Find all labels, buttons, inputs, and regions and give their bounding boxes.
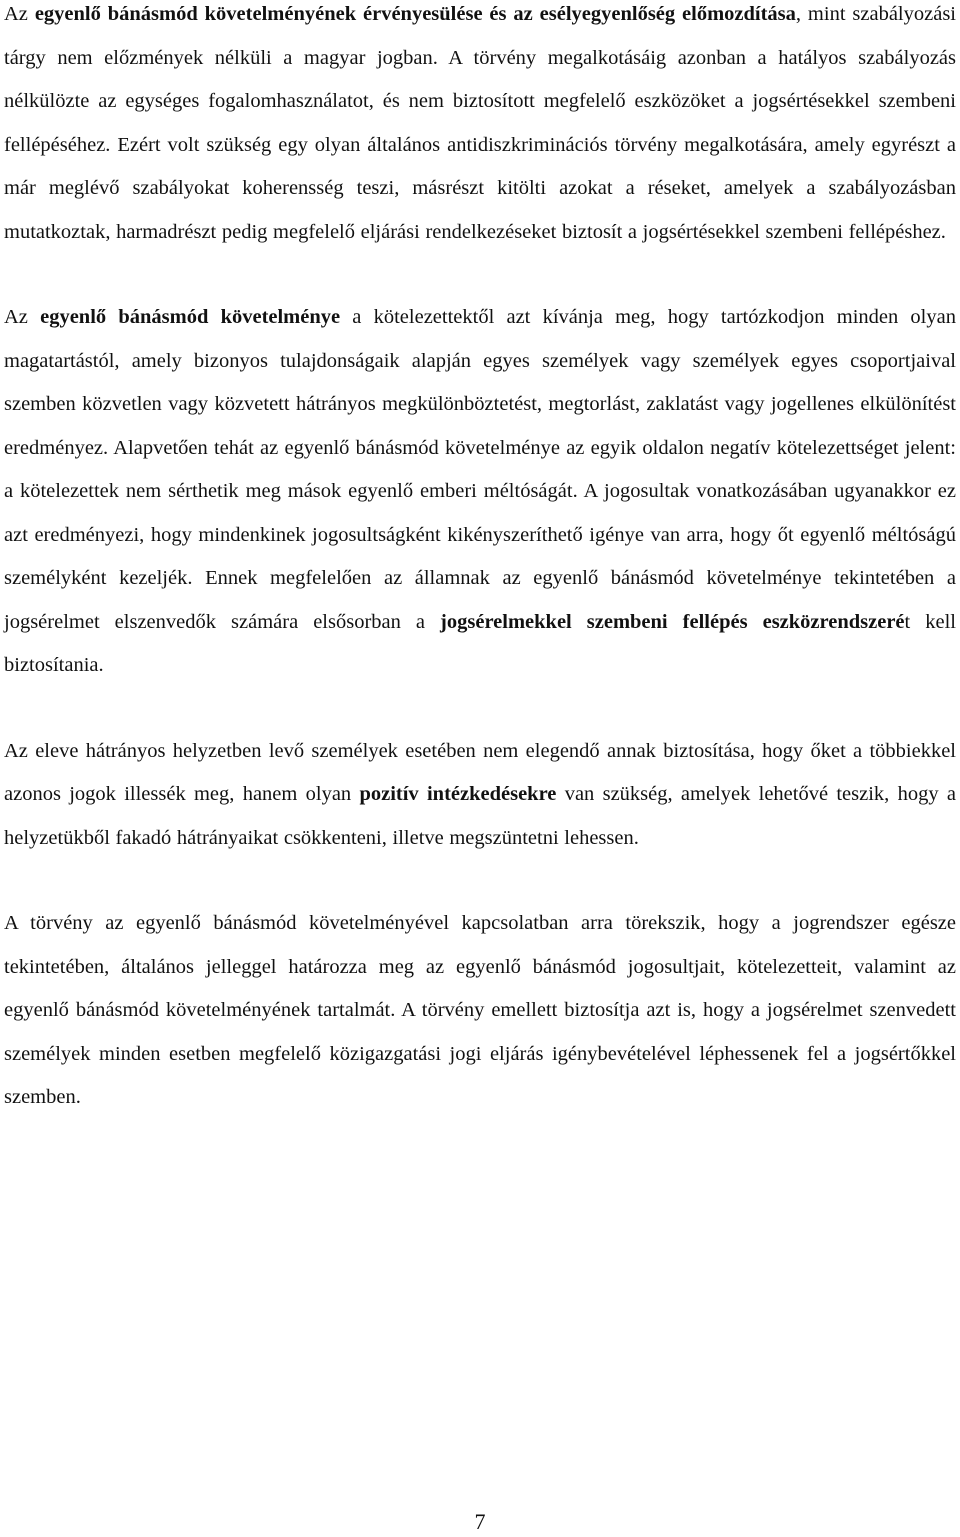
p1-seg-2: , mint szabályozási tárgy nem előzmények nélküli a magyar jogban. A törvény megalkotásáig azonban a hatályos szabályozás nélkülözte az egységes fogalomhasználatot, és nem biztosított megfelelő eszközöket a jogsértésekkel szembeni fellépéséhez. Ezért volt szükség egy olyan általános antidiszkriminációs törvény megalkotására, amely egyrészt a már meglévő szabályokat koherensség teszi, másrészt kitölti azokat a réseket, amelyek a szabályozásban mutatkoztak, harmadrészt pedig megfelelő eljárási rendelkezéseket biztosít a jogsértésekkel szembeni fellépéshez. [4,3,956,243]
p3-seg-2: van szükség, amelyek lehetővé teszik, hogy a helyzetükből fakadó hátrányaikat csökkenteni, illetve megszüntetni lehessen. [4,783,956,849]
p2-seg-2: a kötelezettektől azt kívánja meg, hogy tartózkodjon minden olyan magatartástól, amely bizonyos tulajdonságaik alapján egyes személyek vagy személyek egyes csoportjaival szemben közvetlen vagy közvetett hátrányos megkülönböztetést, megtorlást, zaklatást vagy jogellenes elkülönítést eredményez. Alapvetően tehát az egyenlő bánásmód követelménye az egyik oldalon negatív kötelezettséget jelent: a kötelezettek nem sérthetik meg mások egyenlő emberi méltóságát. A jogosultak vonatkozásában ugyanakkor ez azt eredményezi, hogy mindenkinek jogosultságként kikényszeríthető igénye van arra, hogy őt egyenlő méltóságú személyként kezeljék. Ennek megfelelően az államnak az egyenlő bánásmód követelménye tekintetében a jogsérelmet elszenvedők számára elsősorban a [4,306,956,633]
p1-seg-1: egyenlő bánásmód követelményének érvényesülése és az esélyegyenlőség előmozdítása [34,3,796,25]
p2-seg-1: egyenlő bánásmód követelménye [40,306,341,328]
p3-seg-0: Az eleve hátrányos helyzetben levő személyek esetében nem elegendő annak biztosítása, hogy őket a többiekkel azonos jogok illessék meg, hanem olyan [4,739,956,805]
p2-seg-4: t kell biztosítania. [4,610,957,676]
page-number: 7 [474,1509,486,1534]
p2-seg-0: Az [4,306,41,328]
p1-seg-0: Az [4,3,35,25]
paragraph-1 [4,0,956,254]
paragraph-2 [4,296,956,688]
p4-seg-0: A törvény az egyenlő bánásmód követelményével kapcsolatban arra törekszik, hogy a jogrendszer egésze tekintetében, általános jelleggel határozza meg az egyenlő bánásmód jogosultjait, kötelezetteit, valamint az egyenlő bánásmód követelményének tartalmát. A törvény emellett biztosítja azt is, hogy a jogsérelmet szenvedett személyek minden esetben megfelelő közigazgatási jogi eljárás igénybevételével léphessenek fel a jogsértőkkel szemben. [4,912,956,1108]
p2-seg-3: jogsérelmekkel szembeni fellépés eszközrendszeré [440,610,905,633]
p3-seg-1: pozitív intézkedésekre [359,783,557,805]
paragraph-3 [4,730,956,861]
document-page [4,0,956,1120]
paragraph-4 [4,902,956,1120]
